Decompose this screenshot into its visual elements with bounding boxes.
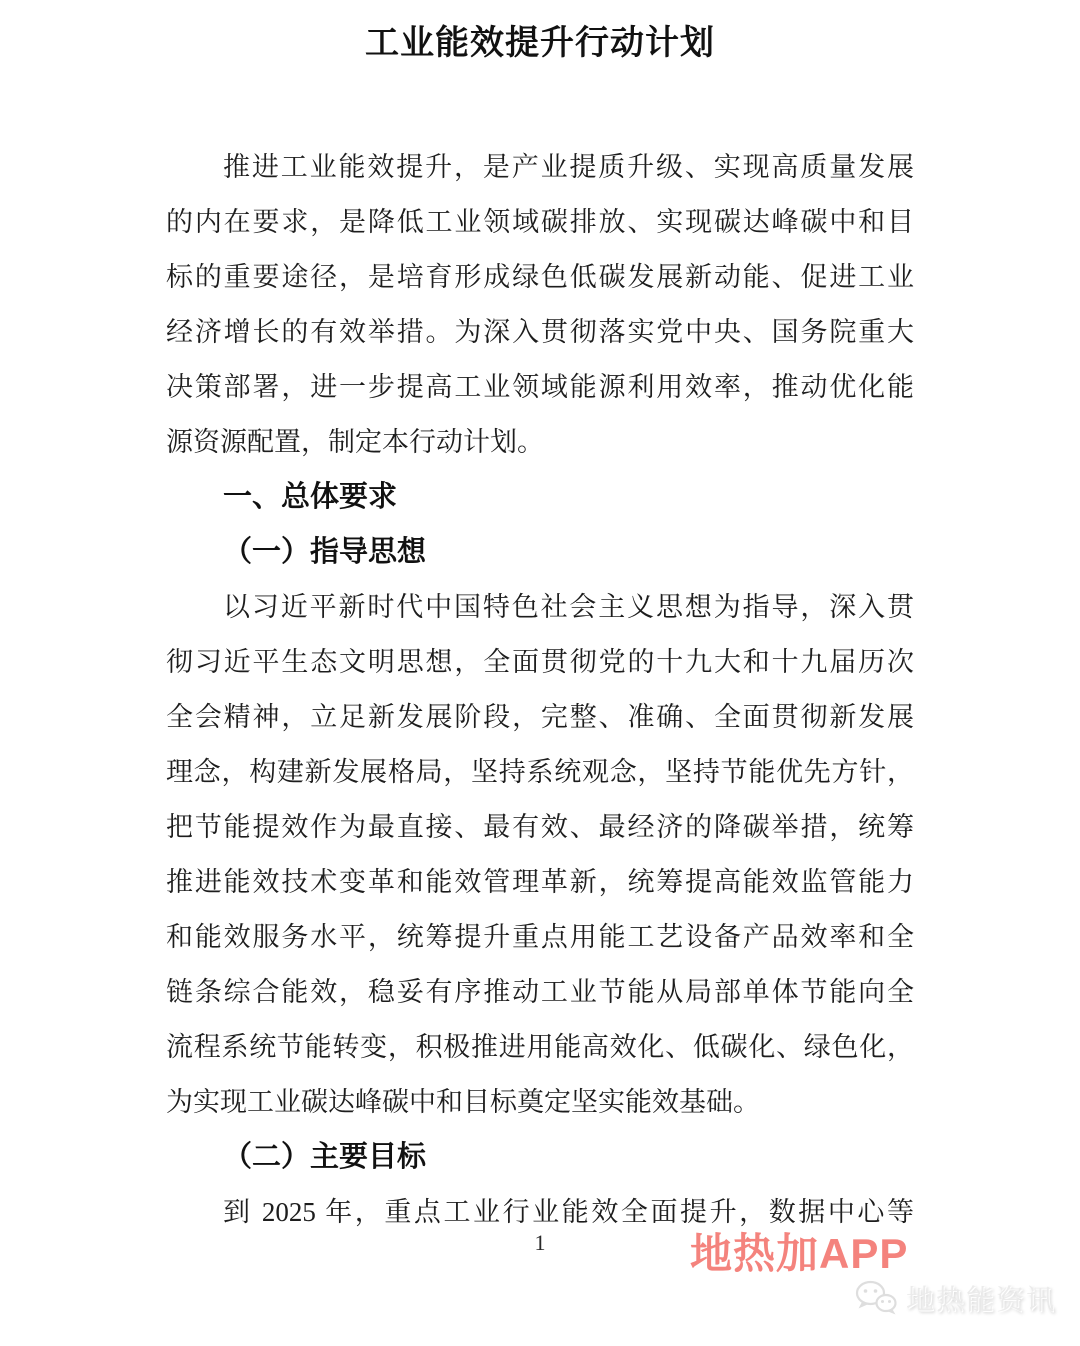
document-body — [166, 140, 914, 1240]
document-title: 工业能效提升行动计划 — [365, 25, 715, 62]
subsection-heading-2: （二）主要目标 — [223, 1141, 427, 1173]
paragraph-line: 链条综合能效，稳妥有序推动工业节能从局部单体节能向全 — [166, 977, 914, 1007]
channel-watermark — [854, 1278, 1056, 1318]
paragraph-line: 的内在要求，是降低工业领域碳排放、实现碳达峰碳中和目 — [166, 207, 914, 237]
paragraph-line: 标的重要途径，是培育形成绿色低碳发展新动能、促进工业 — [166, 262, 914, 292]
paragraph-line: 决策部署，进一步提高工业领域能源利用效率，推动优化能 — [166, 372, 914, 402]
paragraph-line: 全会精神，立足新发展阶段，完整、准确、全面贯彻新发展 — [166, 702, 914, 732]
section-heading: 一、总体要求 — [223, 481, 398, 513]
paragraph-line: 为实现工业碳达峰碳中和目标奠定坚实能效基础。 — [166, 1087, 760, 1117]
paragraph-line: 彻习近平生态文明思想，全面贯彻党的十九大和十九届历次 — [166, 647, 914, 677]
wechat-icon — [854, 1280, 898, 1316]
app-watermark: 地热加APP — [690, 1230, 909, 1277]
paragraph-line: 理念，构建新发展格局，坚持系统观念，坚持节能优先方针， — [166, 757, 914, 787]
paragraph-line: 和能效服务水平，统筹提升重点用能工艺设备产品效率和全 — [166, 922, 914, 952]
paragraph-line: 把节能提效作为最直接、最有效、最经济的降碳举措，统筹 — [166, 812, 914, 842]
paragraph-line: 推进工业能效提升，是产业提质升级、实现高质量发展 — [223, 152, 914, 182]
paragraph-line: 到 2025 年，重点工业行业能效全面提升，数据中心等 — [223, 1197, 914, 1227]
paragraph-line: 流程系统节能转变，积极推进用能高效化、低碳化、绿色化， — [166, 1032, 914, 1062]
paragraph-line: 以习近平新时代中国特色社会主义思想为指导，深入贯 — [223, 592, 914, 622]
channel-watermark-label: 地热能资讯 — [906, 1284, 1057, 1315]
paragraph-line: 经济增长的有效举措。为深入贯彻落实党中央、国务院重大 — [166, 317, 914, 347]
page-number: 1 — [534, 1230, 546, 1255]
subsection-heading-1: （一）指导思想 — [223, 536, 427, 568]
paragraph-line: 源资源配置，制定本行动计划。 — [166, 427, 544, 457]
paragraph-line: 推进能效技术变革和能效管理革新，统筹提高能效监管能力 — [166, 867, 914, 897]
